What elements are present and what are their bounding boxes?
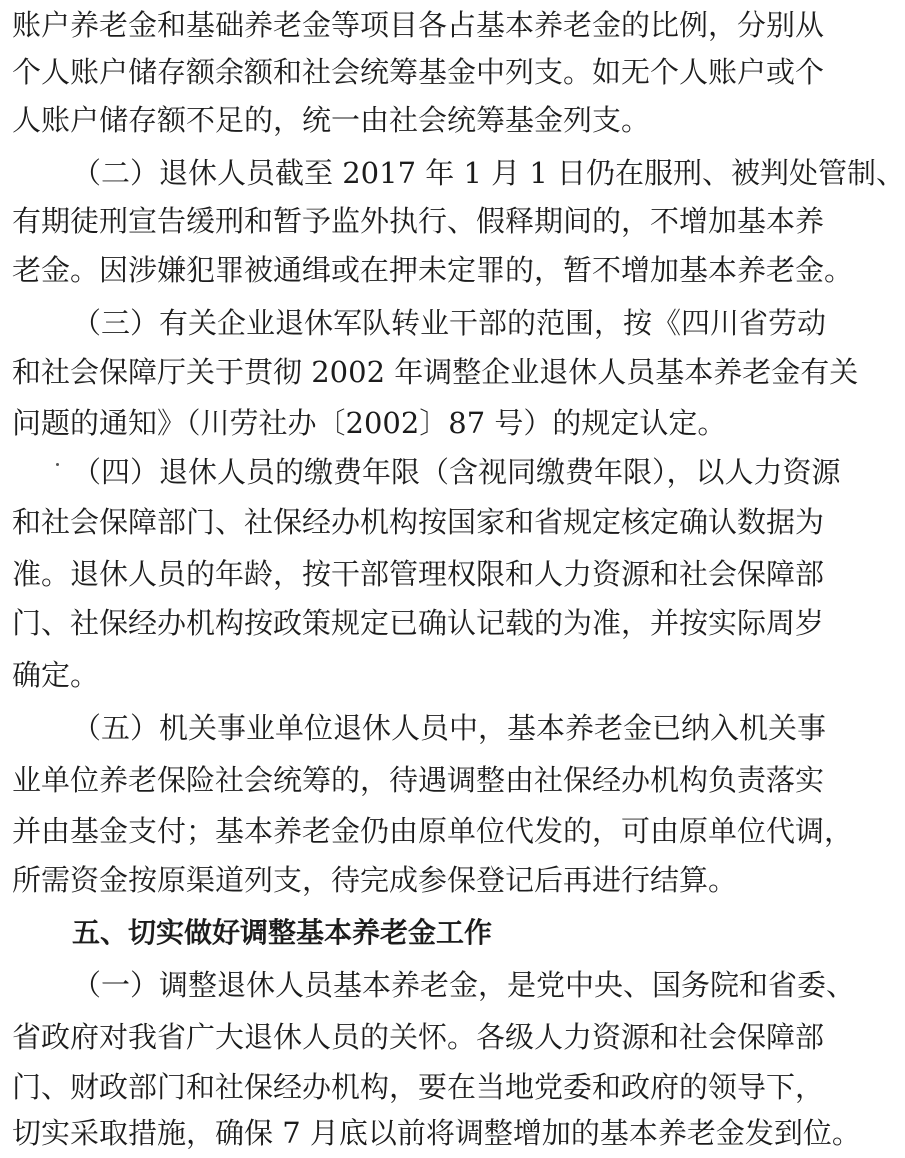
- text-line: 和社会保障厅关于贯彻 2002 年调整企业退休人员基本养老金有关: [12, 355, 859, 389]
- text-line: 所需资金按原渠道列支，待完成参保登记后再进行结算。: [12, 863, 738, 897]
- paragraph-3-first-line: （三）有关企业退休军队转业干部的范围，按《四川省劳动: [72, 306, 827, 340]
- text-line: 门、财政部门和社保经办机构，要在当地党委和政府的领导下，: [12, 1070, 825, 1104]
- text-line: 老金。因涉嫌犯罪被通缉或在押未定罪的，暂不增加基本养老金。: [12, 253, 854, 287]
- section-heading: 五、切实做好调整基本养老金工作: [72, 916, 493, 949]
- text-line: 省政府对我省广大退休人员的关怀。各级人力资源和社会保障部: [12, 1020, 825, 1054]
- paragraph-2-first-line: （二）退休人员截至 2017 年 1 月 1 日仍在服刑、被判处管制、: [72, 156, 905, 190]
- text-line: 业单位养老保险社会统筹的，待遇调整由社保经办机构负责落实: [12, 763, 825, 797]
- text-line: 切实采取措施，确保 7 月底以前将调整增加的基本养老金发到位。: [12, 1116, 861, 1150]
- paragraph-4-first-line: （四）退休人员的缴费年限（含视同缴费年限），以人力资源: [72, 455, 841, 489]
- paragraph-6-first-line: （一）调整退休人员基本养老金，是党中央、国务院和省委、: [72, 968, 856, 1002]
- text-line: 有期徒刑宣告缓刑和暂予监外执行、假释期间的，不增加基本养: [12, 204, 825, 238]
- text-line: 人账户储存额不足的，统一由社会统筹基金列支。: [12, 103, 651, 137]
- text-line: 账户养老金和基础养老金等项目各占基本养老金的比例，分别从: [12, 8, 825, 42]
- text-line: 确定。: [12, 658, 100, 692]
- paragraph-5-first-line: （五）机关事业单位退休人员中，基本养老金已纳入机关事: [72, 711, 827, 745]
- text-line: 和社会保障部门、社保经办机构按国家和省规定核定确认数据为: [12, 505, 825, 539]
- text-line: 问题的通知》（川劳社办〔2002〕87 号）的规定认定。: [12, 406, 727, 440]
- text-line: 准。退休人员的年龄，按干部管理权限和人力资源和社会保障部: [12, 557, 825, 591]
- text-line: 并由基金支付；基本养老金仍由原单位代发的，可由原单位代调，: [12, 814, 854, 848]
- text-line: 个人账户储存额余额和社会统筹基金中列支。如无个人账户或个: [12, 55, 825, 89]
- text-line: 门、社保经办机构按政策规定已确认记载的为准，并按实际周岁: [12, 606, 825, 640]
